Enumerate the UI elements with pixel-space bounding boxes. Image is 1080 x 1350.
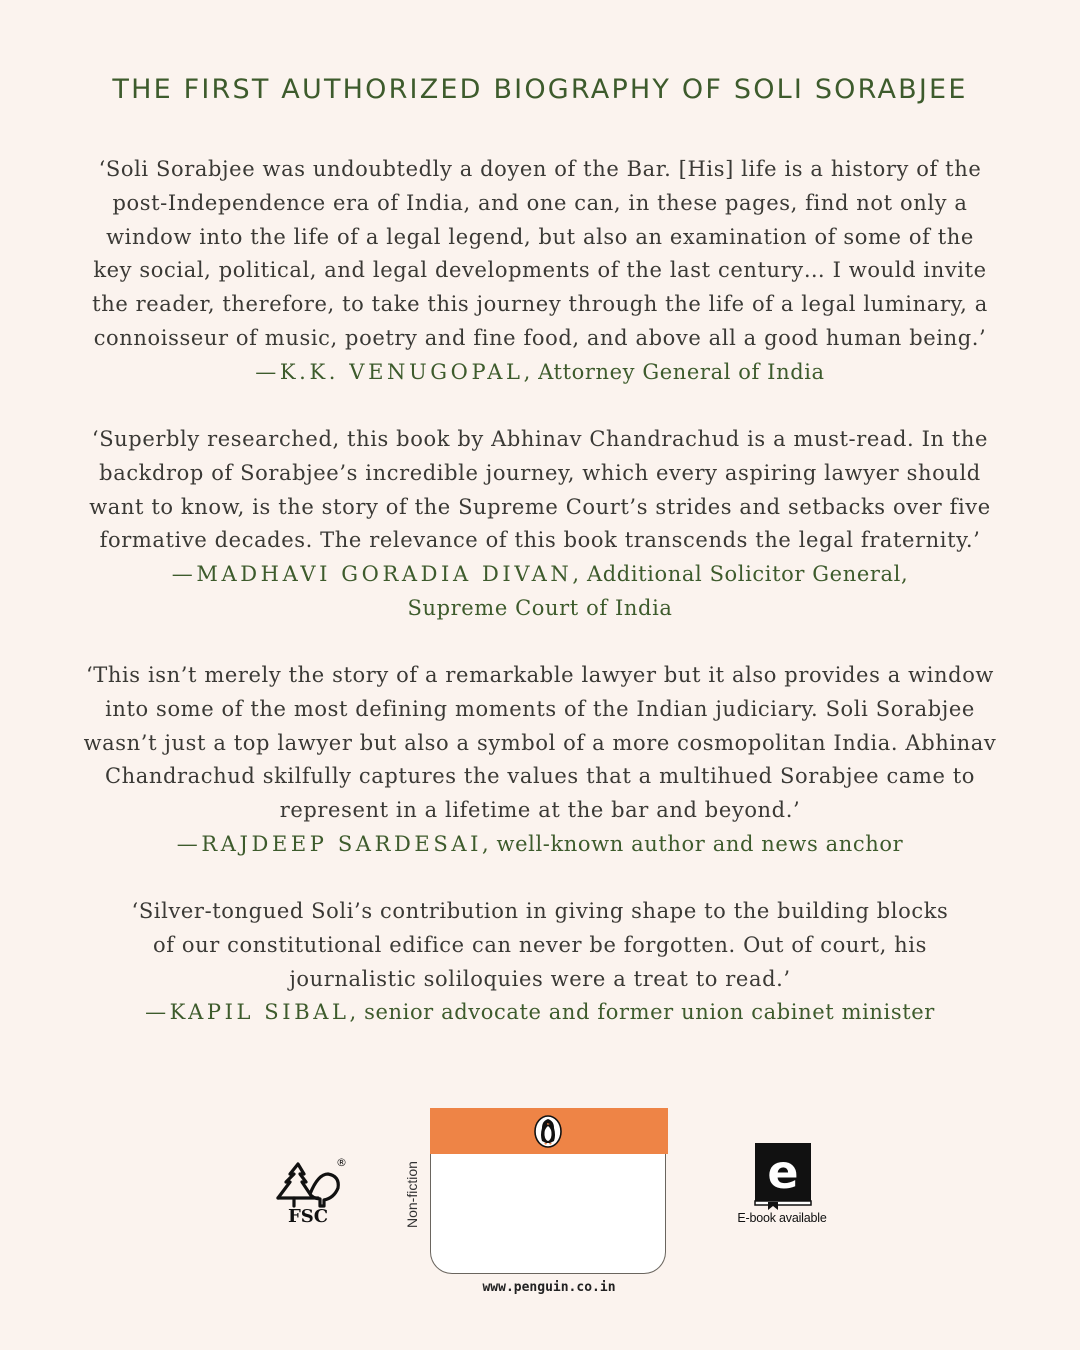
blurb-sibal: [60, 895, 1020, 1030]
blurb-sardesai: [60, 659, 1020, 862]
blurb-venugopal: [60, 153, 1020, 390]
blurb-divan: [60, 423, 1020, 626]
quote-line: Chandrachud skilfully captures the values that a multihued Sorabjee came to: [104, 764, 976, 789]
quote-line: represent in a lifetime at the bar and beyond.’: [279, 798, 801, 823]
category-label: Non-fiction: [404, 1161, 420, 1228]
author-role: , Attorney General of India: [523, 359, 825, 384]
quote-attribution: [60, 558, 1020, 592]
quote-line: the reader, therefore, to take this journey through the life of a legal luminary, a: [92, 292, 988, 317]
registered-mark: ®: [336, 1156, 347, 1169]
quote-line: backdrop of Sorabjee’s incredible journey, which every aspiring lawyer should: [99, 460, 981, 485]
quote-line: ‘Silver-tongued Soli’s contribution in giving shape to the building blocks: [131, 899, 949, 923]
quote-line: ‘Soli Sorabjee was undoubtedly a doyen of the Bar. [His] life is a history of the: [98, 157, 982, 181]
quote-line: ‘This isn’t merely the story of a remarkable lawyer but it also provides a window: [85, 663, 995, 687]
ebook-label: E-book available: [737, 1211, 827, 1225]
quote-line: post-Independence era of India, and one can, in these pages, find not only a: [112, 190, 968, 215]
quote-line: of our constitutional edifice can never be forgotten. Out of court, his: [152, 932, 927, 957]
author-name: —RAJDEEP SARDESAI: [176, 831, 482, 856]
author-name: —K.K. VENUGOPAL: [255, 359, 524, 384]
quote-line: journalistic soliloquies were a treat to read.’: [289, 966, 791, 991]
ebook-letter: e: [767, 1145, 799, 1199]
author-role: , Additional Solicitor General,: [572, 562, 909, 587]
quote-line: key social, political, and legal developments of the last century… I would invite: [93, 258, 987, 283]
fsc-label: FSC: [287, 1206, 329, 1227]
penguin-logo-icon: [534, 1115, 562, 1148]
author-role-cont: Supreme Court of India: [407, 595, 673, 620]
quote-line: into some of the most defining moments of the Indian judiciary. Soli Sorabjee: [105, 696, 975, 721]
quote-attribution: [60, 996, 1020, 1030]
author-name: —MADHAVI GORADIA DIVAN: [171, 562, 573, 587]
ebook-icon: [754, 1142, 812, 1210]
quote-attribution: [60, 356, 1020, 390]
quote-line: want to know, is the story of the Supreme Court’s strides and setbacks over five: [89, 494, 991, 519]
quote-line: connoisseur of music, poetry and fine food, and above all a good human being.’: [93, 325, 987, 350]
publisher-url[interactable]: www.penguin.co.in: [482, 1280, 616, 1295]
quote-line: wasn’t just a top lawyer but also a symbol of a more cosmopolitan India. Abhinav: [83, 730, 997, 755]
book-tagline: THE FIRST AUTHORIZED BIOGRAPHY OF SOLI SORABJEE: [112, 74, 968, 105]
author-role: , senior advocate and former union cabinet minister: [349, 1000, 935, 1025]
quote-attribution: [60, 828, 1020, 862]
quote-line: formative decades. The relevance of this book transcends the legal fraternity.’: [99, 528, 981, 553]
author-name: —KAPIL SIBAL: [145, 1000, 350, 1025]
quote-line: window into the life of a legal legend, but also an examination of some of the: [106, 224, 974, 249]
author-role: , well-known author and news anchor: [482, 831, 904, 856]
quote-line: ‘Superbly researched, this book by Abhinav Chandrachud is a must-read. In the: [91, 427, 989, 451]
